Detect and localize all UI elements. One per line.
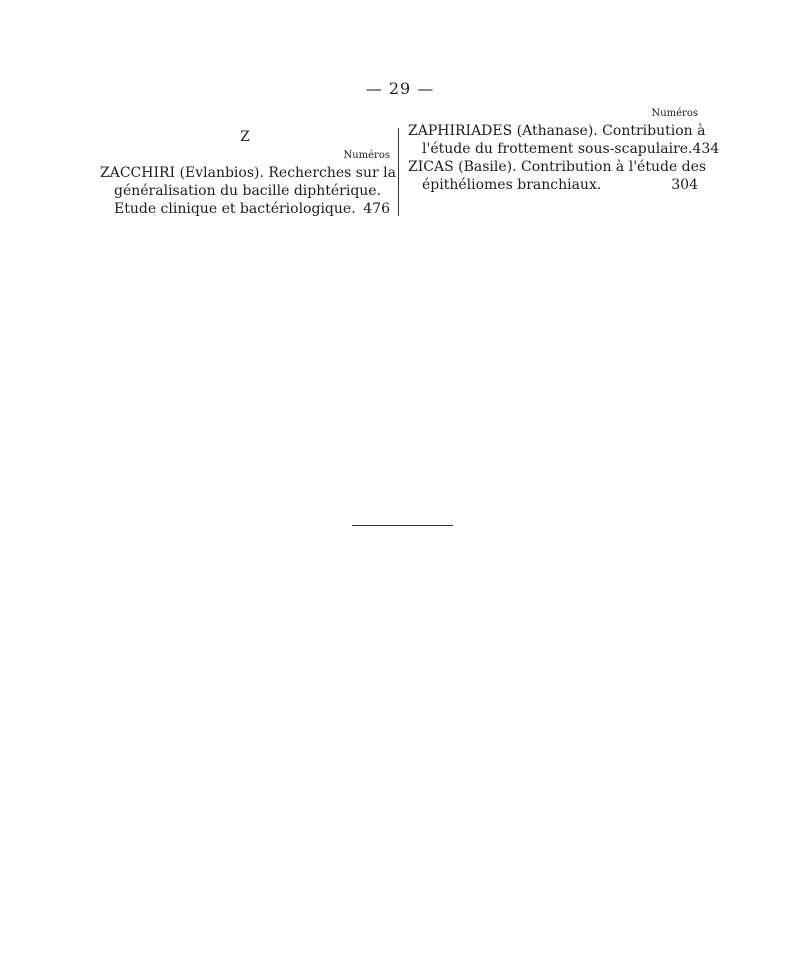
entry-number: 476 (363, 201, 390, 217)
index-entry (408, 122, 720, 158)
entry-line: ZACCHIRI (Evlanbios). Recherches sur la (100, 165, 396, 181)
page-number: — 29 — (365, 79, 435, 98)
entry-line: ZAPHIRIADES (Athanase). Contribution à (408, 123, 706, 139)
entry-line: ZICAS (Basile). Contribution à l'étude des (408, 159, 707, 175)
index-entry (408, 158, 707, 194)
entry-last-line (408, 176, 698, 194)
end-rule (352, 525, 453, 526)
numeros-label: Numéros (343, 150, 390, 161)
entry-number: 304 (671, 177, 698, 193)
column-divider (398, 128, 399, 216)
entry-line: généralisation du bacille diphtérique. (114, 183, 382, 199)
entry-line: l'étude du frottement sous-scapulaire. (422, 141, 693, 157)
numeros-label: Numéros (651, 108, 698, 119)
entry-line: épithéliomes branchiaux. (422, 177, 602, 193)
entry-number: 434 (692, 141, 720, 157)
letter-heading: Z (240, 129, 250, 145)
entry-last-line (100, 200, 390, 218)
right-column (408, 108, 720, 194)
entry-line: Etude clinique et bactériologique. (114, 201, 356, 217)
entry-last-line (408, 140, 720, 158)
index-entry (100, 164, 396, 218)
left-column (100, 108, 396, 218)
